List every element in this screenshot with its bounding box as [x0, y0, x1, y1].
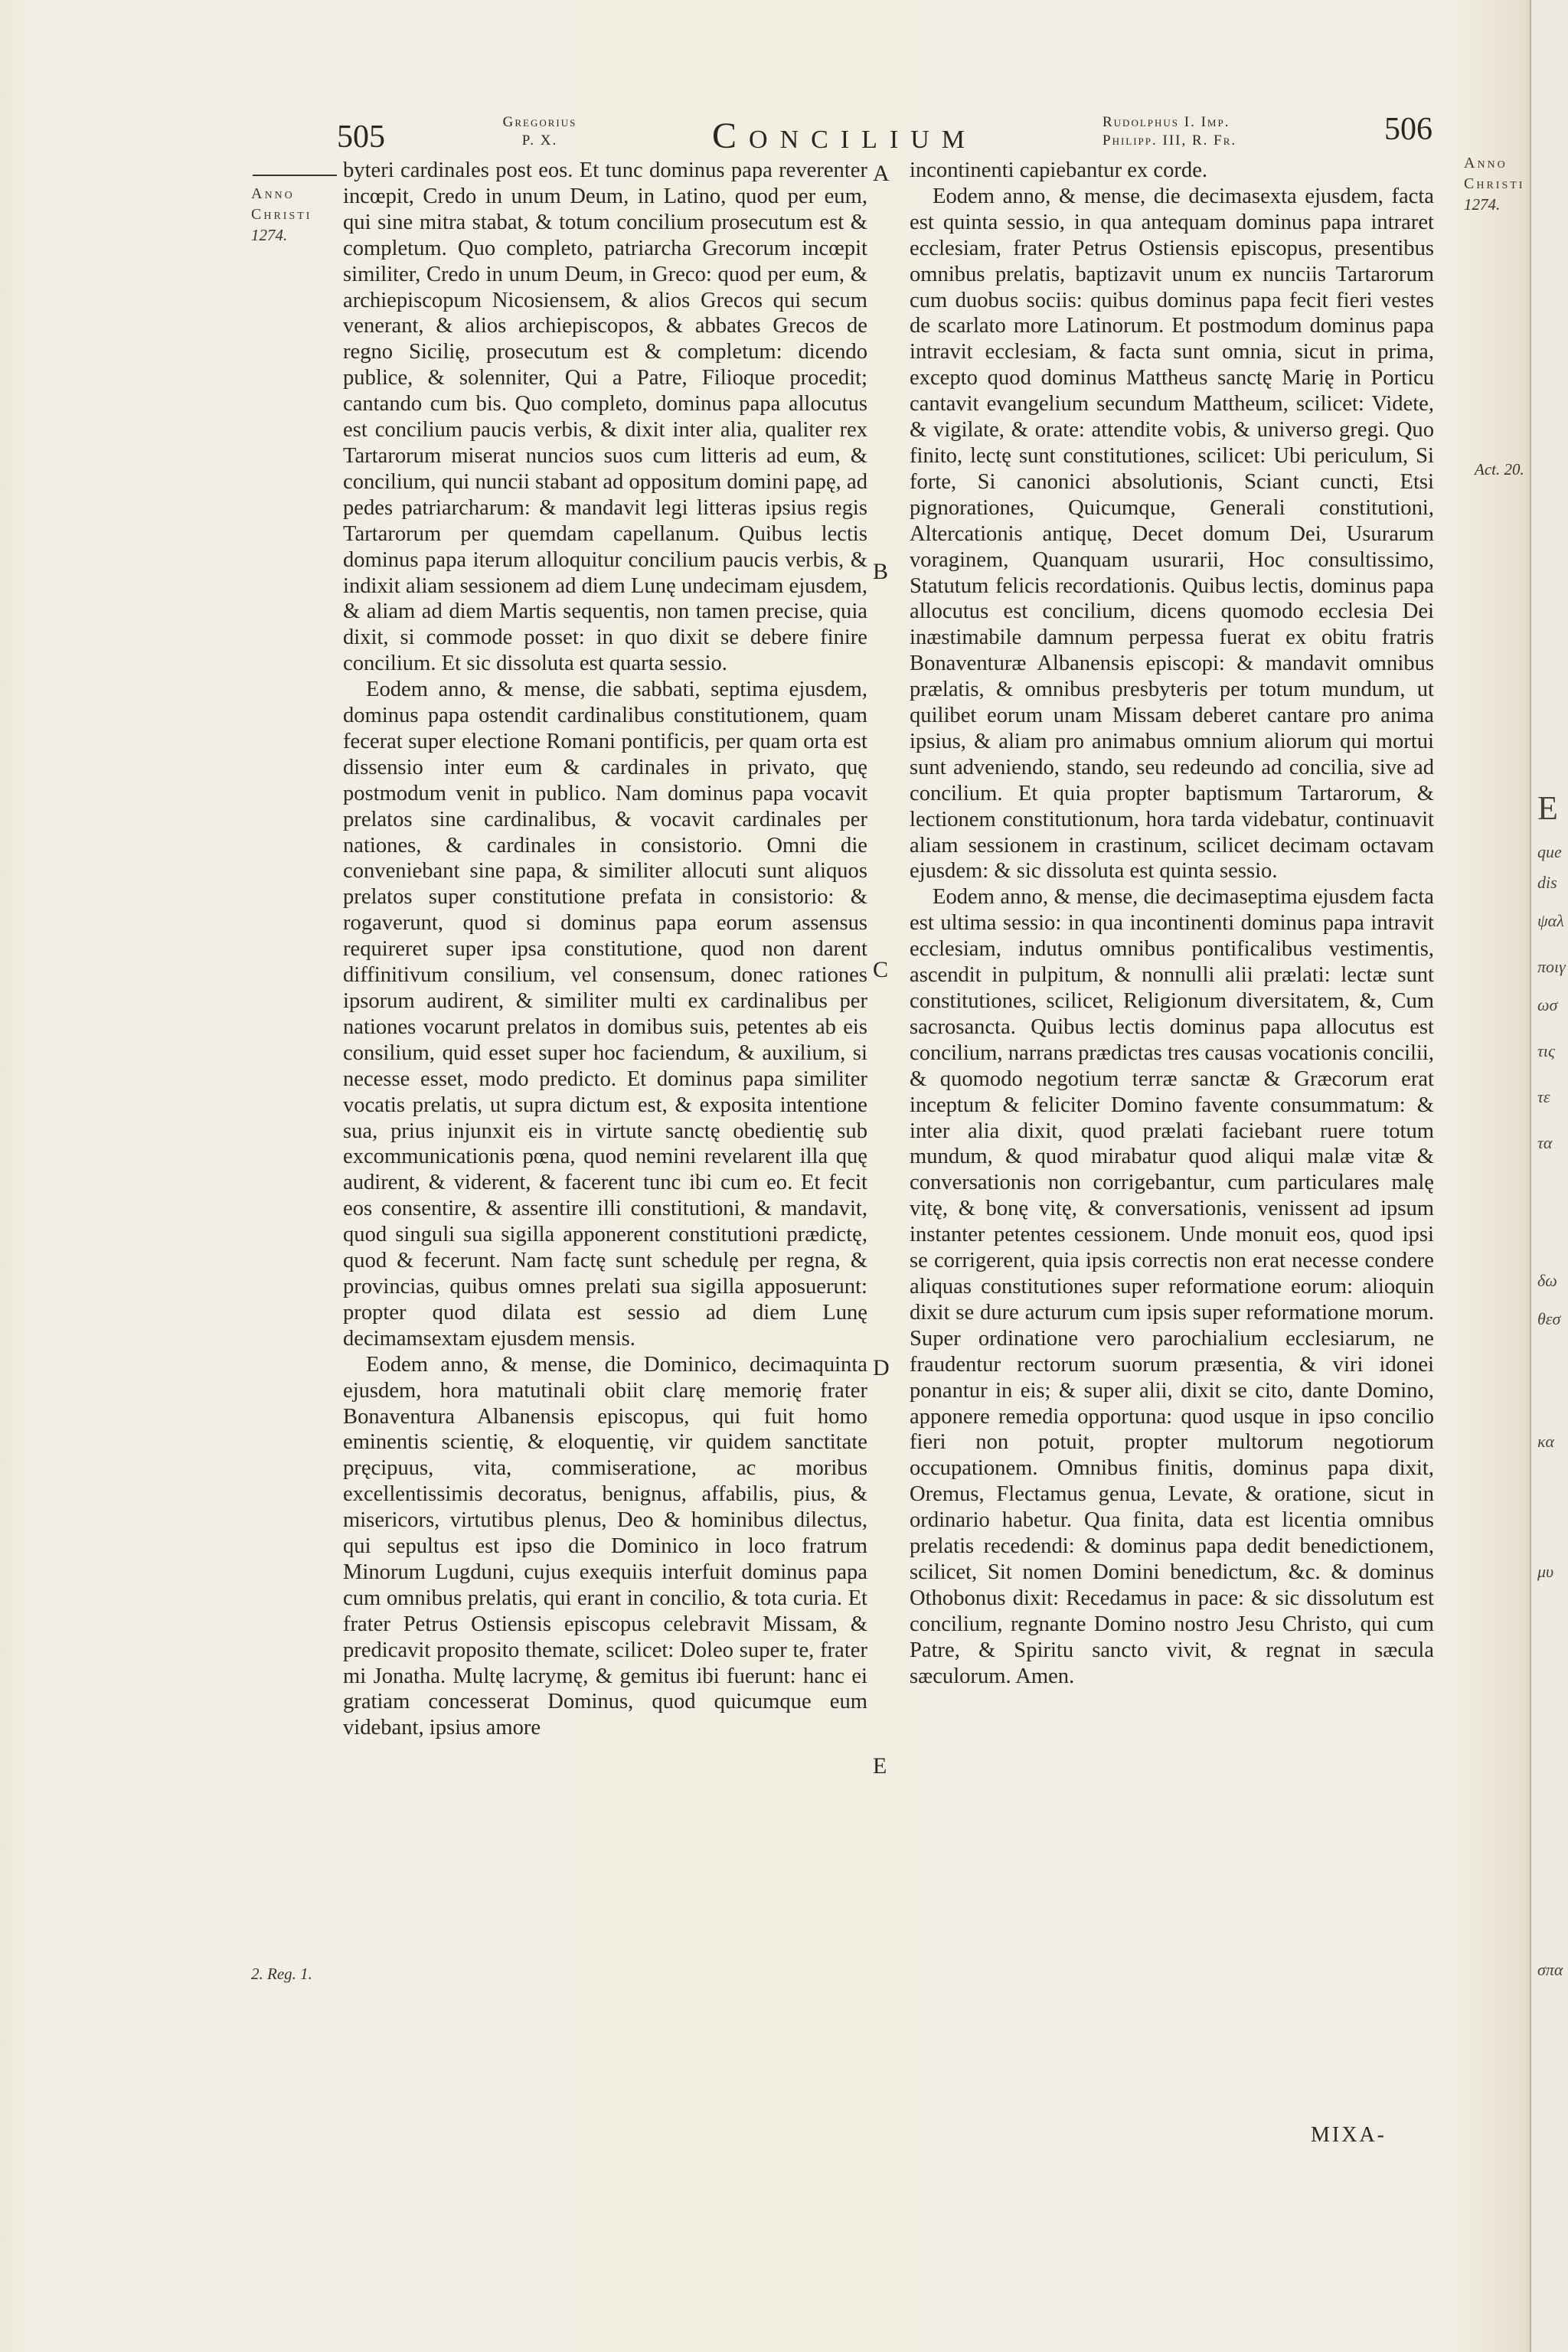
section-letter-d: D	[873, 1355, 890, 1380]
section-letter-b: B	[873, 559, 889, 584]
running-head-right-line: Philipp. III, R. Fr.	[1102, 132, 1237, 149]
text-column-left	[343, 158, 867, 1741]
section-letter-a: A	[873, 161, 890, 186]
anno-line: Christi	[251, 206, 312, 223]
paragraph: Eodem anno, & mense, die decimasexta ejusdem, facta est quinta sessio, in qua antequam dominus papa intraret ecclesiam, frater Petrus Ostiensis episcopus, presentibus omnibus prelatis, baptizavit unum ex nunciis Tartarorum cum duobus sociis: quibus dominus papa fecit fieri vestes de scarlato more Latinorum. Et postmodum dominus papa intravit ecclesiam, & facta sunt omnia, sicut in prima, excepto quod dominus Mattheus sanctę Marię in Porticu cantavit evangelium secundum Mattheum, scilicet: Videte, & vigilate, & orate: attendite vobis, & universo gregi. Quo finito, lectę sunt constitutiones, scilicet: Ubi periculum, Si forte, Si canonici absolutionis, Sciant cuncti, Etsi pignorationes, Quicumque, Generali constitutioni, Altercationis antiquę, Decet domum Dei, Usurarum voraginem, Quanquam usurarii, Hoc consultissimo, Statutum felicis recordationis. Quibus lectis, dominus papa allocutus est concilium, dicens quomodo ecclesia Dei inæstimabile damnum perpessa fuerat ex obitu fratris Bonaventuræ Albanensis episcopi: & mandavit omnibus prælatis, & omnibus presbyteris per totum mundum, ut quilibet eorum unam Missam deberet cantare pro anima ipsius, & aliam pro animabus omnium aliorum qui mortui sunt adveniendo, stando, seu redeundo ad concilia, sive ad concilium. Et quia propter baptismum Tartarorum, & lectionem constitutionum, hora tarda videbatur, continuavit aliam sessionem in crastinum, scilicet decimam octavam ejusdem: & sic dissoluta est quinta sessio.	[910, 184, 1434, 884]
section-letter-c: C	[873, 957, 889, 982]
margin-ref-right: Act. 20.	[1475, 460, 1524, 479]
text-column-right	[910, 158, 1434, 1689]
next-page-fragment: θεσ	[1537, 1309, 1561, 1328]
anno-line: Anno	[251, 185, 295, 202]
next-page-fragment: τις	[1537, 1041, 1555, 1060]
running-head-right-line: Rudolphus I. Imp.	[1102, 114, 1230, 130]
next-page-fragment: ποιγ	[1537, 957, 1566, 976]
next-page-fragment: τα	[1537, 1133, 1553, 1152]
folio-number-right: 506	[1384, 112, 1432, 147]
running-head-left-line: Gregorius	[502, 114, 577, 130]
margin-ref-left: 2. Reg. 1.	[251, 1965, 312, 1983]
paragraph: byteri cardinales post eos. Et tunc dominus papa reverenter incœpit, Credo in unum Deum, in Latino, quod per eum, qui sine mitra stabat, & totum concilium prosecutum est & completum. Quo completo, patriarcha Grecorum incœpit similiter, Credo in unum Deum, in Greco: quod per eum, & archiepiscopum Nicosiensem, & alios Grecos qui secum venerant, & alios archiepiscopos, & abbates Grecos de regno Sicilię, prosecutum est & completum: dicendo publice, & solenniter, Qui a Patre, Filioque procedit; cantando cum bis. Quo completo, dominus papa allocutus est concilium paucis verbis, & dixit inter alia, qualiter rex Tartarorum miserat nuncios suos cum litteris ad eum, & concilium, qui nuncii stabant ad oppositum domini papę, ad pedes patriarcharum: & mandavit legi litteras ipsius regis Tartarorum per quemdam capellanum. Quibus lectis dominus papa iterum alloquitur concilium paucis verbis, & indixit aliam sessionem ad diem Lunę undecimam ejusdem, & aliam ad diem Martis sequentis, non tamen precise, quia dixit, si commode posset: in quo dixit se debere finire concilium. Et sic dissoluta est quarta sessio.	[343, 158, 867, 676]
paragraph: Eodem anno, & mense, die Dominico, decimaquinta ejusdem, hora matutinali obiit clarę memorię frater Bonaventura Albanensis episcopus, qui fuit homo eminentis scientię, & eloquentię, vir quidem sanctitate pręcipuus, vita, commiseratione, ac moribus excellentissimis decoratus, benignus, affabilis, pius, & misericors, virtutibus plenus, Deo & hominibus dilectus, qui sepultus est ipso die Dominico in loco fratrum Minorum Lugduni, cujus exequiis interfuit dominus papa cum omnibus prelatis, qui erant in concilio, & tota curia. Et frater Petrus Ostiensis episcopus celebravit Missam, & predicavit proposito themate, scilicet: Doleo super te, frater mi Jonatha. Multę lacrymę, & gemitus ibi fuerunt: hanc ei gratiam concesserat Dominus, quod quicumque eum videbant, ipsius amore	[343, 1352, 867, 1740]
page-title: Concilium	[712, 116, 977, 156]
next-page-fragment: ωσ	[1537, 995, 1558, 1014]
folio-number-left: 505	[337, 119, 385, 155]
header-rule	[253, 175, 337, 176]
next-page-edge	[1530, 0, 1568, 2352]
paragraph: incontinenti capiebantur ex corde.	[910, 158, 1208, 182]
next-page-fragment: κα	[1537, 1432, 1555, 1451]
next-page-fragment: μυ	[1537, 1562, 1554, 1581]
section-letter-e: E	[873, 1753, 887, 1779]
next-page-fragment: dis	[1537, 873, 1557, 892]
next-page-fragment: E	[1537, 789, 1558, 827]
next-page-fragment: σπα	[1537, 1960, 1563, 1979]
next-page-fragment: δω	[1537, 1271, 1557, 1290]
running-head-left	[482, 113, 597, 150]
next-page-fragment: ψαλ	[1537, 911, 1564, 930]
anno-year: 1274.	[1464, 195, 1501, 214]
running-head-left-line: P. X.	[521, 132, 558, 149]
anno-line: Anno	[1464, 155, 1508, 172]
anno-line: Christi	[1464, 175, 1525, 192]
next-page-fragment: que	[1537, 842, 1562, 861]
running-head-right	[1102, 113, 1309, 150]
catchword: MIXA-	[1311, 2123, 1387, 2147]
paragraph: Eodem anno, & mense, die decimaseptima ejusdem facta est ultima sessio: in qua incontinenti dominus papa intravit ecclesiam, indutus omnibus pontificalibus vestimentis, ascendit in pulpitum, & nonnulli alii prælati: lectæ sunt constitutiones, scilicet, Religionum diversitatem, &, Cum sacrosancta. Quibus lectis dominus papa allocutus est concilium, narrans prædictas tres causas vocationis concilii, & quomodo negotium terræ sanctæ & Græcorum erat inceptum & feliciter Domino favente consummatum: & inter alia dixit, quod prælati faciebant ruere totum mundum, & quod mirabatur quod aliqui malæ vitæ & conversationis non corrigebantur, cum particulares malę vitę, & bonę vitę, & conversationis, venissent ad ipsum instanter petentes cessionem. Unde monuit eos, quod ipsi se corrigerent, quia ipsis correctis non erat necesse condere aliquas constitutiones super reformatione eorum: alioquin dixit se dure acturum cum ipsis super reformatione morum. Super ordinatione vero parochialium ecclesiarum, ne fraudentur rectorum suorum præsentia, & viri idonei ponantur in eis; & super alii, dixit se cito, dante Domino, apponere remedia opportuna: quod usque in ipso concilio fieri non potuit, propter multorum negotiorum occupationem. Omnibus finitis, dominus papa dixit, Oremus, Flectamus genua, Levate, & oratione, sicut in ordinario habetur. Qua finita, data est licentia omnibus prelatis recedendi: & dominus papa dedit benedictionem, scilicet, Sit nomen Domini benedictum, &c. & dominus Othobonus dixit: Recedamus in pace: & sic dissolutum est concilium, regnante Domino nostro Jesu Christo, qui cum Patre, & Spiritu sancto vivit, & regnat in sæcula sæculorum. Amen.	[910, 885, 1434, 1688]
anno-year: 1274.	[251, 226, 288, 244]
margin-note-anno-left	[251, 184, 312, 246]
margin-note-anno-right	[1464, 153, 1524, 215]
paragraph: Eodem anno, & mense, die sabbati, septima ejusdem, dominus papa ostendit cardinalibus constitutionem, quam fecerat super electione Romani pontificis, per quam orta est dissensio inter eum & cardinales in privato, quę postmodum venit in publico. Nam dominus papa vocavit prelatos sine cardinalibus, & vocavit cardinales per nationes, & cardinales in consistorio. Omni die conveniebant sine papa, & similiter allocuti sunt aliquos prelatos super constitutione prefata in consistorio: & rogaverunt, quod si dominus papa eorum assensus requireret super ipsa constitutione, quod non darent diffinitivum consilium, vel consensum, donec rationes ipsorum audirent, & similiter multi ex cardinalibus per nationes vocarunt prelatos in domibus suis, petentes ab eis consilium, quid esset super hoc faciendum, & auxilium, si necesse esset, modo predicto. Et dominus papa similiter vocatis prelatis, ut supra dictum est, & exposita intentione sua, prius injunxit eis in virtute sanctę obedientię sub excommunicationis pœna, quod nemini revelarent illa quę audirent, & viderent, & facerent tunc ibi cum eo. Et fecit eos consentire, & assentire illi constitutioni, & mandavit, quod singuli sua sigilla apponerent constitutioni prædictę, quod & fecerunt. Nam factę sunt schedulę per regna, & provincias, quibus omnes prelati sua sigilla apposuerunt: propter quod dilata est sessio ad diem Lunę decimamsextam ejusdem mensis.	[343, 678, 867, 1351]
next-page-fragment: τε	[1537, 1087, 1550, 1106]
